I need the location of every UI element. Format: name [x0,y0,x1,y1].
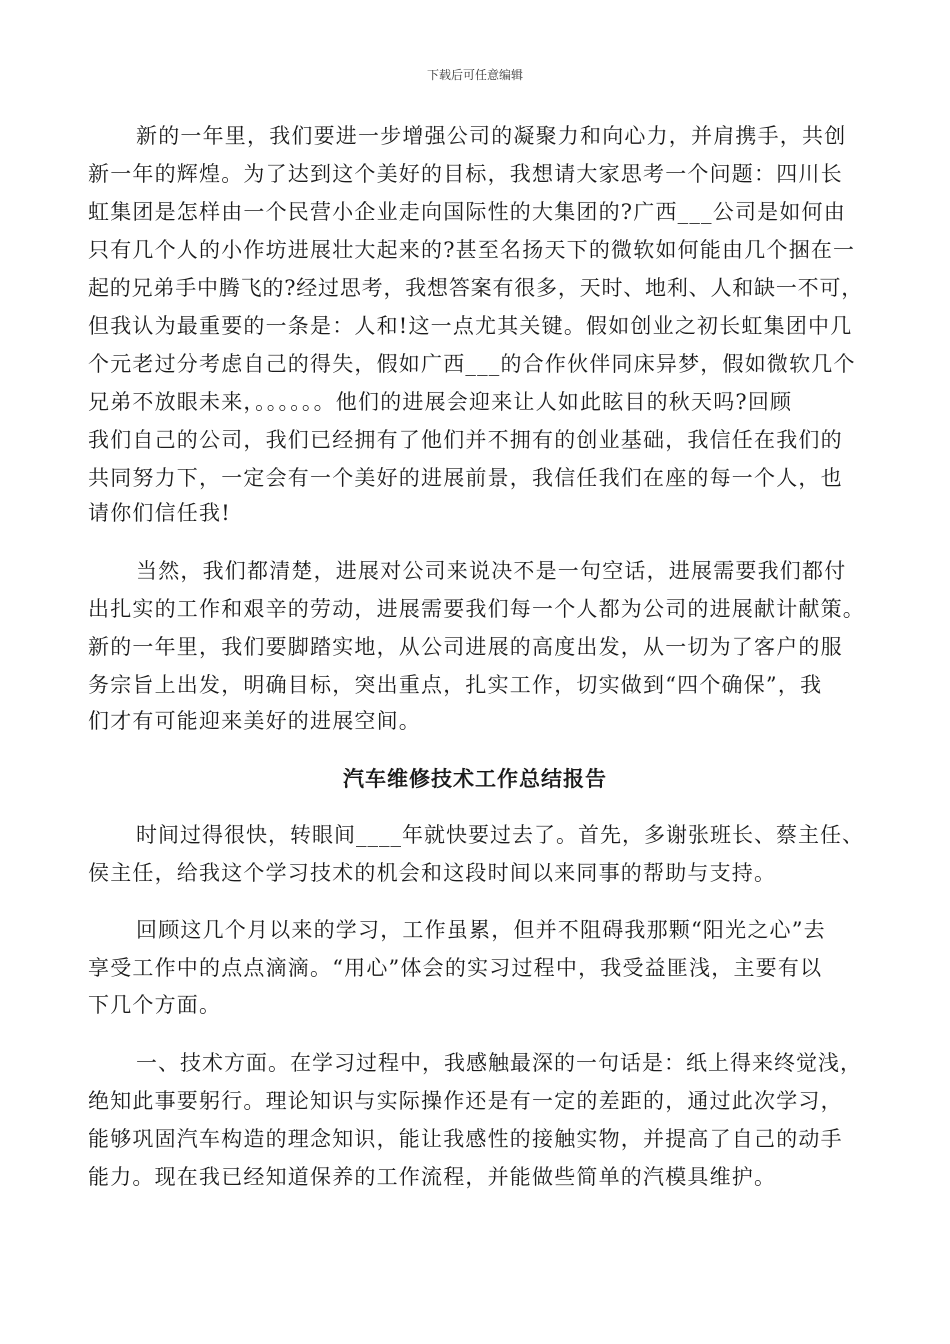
text-line: 我们自己的公司，我们已经拥有了他们并不拥有的创业基础，我信任在我们的 [88,428,843,452]
text-line: 个元老过分考虑自己的得失，假如广西___的合作伙伴同床异梦，假如微软几个 [88,352,856,376]
text-line: 一、技术方面。在学习过程中，我感触最深的一句话是：纸上得来终觉浅， [136,1051,862,1075]
text-line: 能够巩固汽车构造的理念知识，能让我感性的接触实物，并提高了自己的动手 [88,1127,843,1151]
text-line: 新的一年里，我们要进一步增强公司的凝聚力和向心力，并肩携手，共创 [136,124,847,148]
text-line: 时间过得很快，转眼间____年就快要过去了。首先，多谢张班长、蔡主任、 [136,823,864,847]
text-line: 能力。现在我已经知道保养的工作流程，并能做些简单的汽模具维护。 [88,1165,777,1189]
text-line: 绝知此事要躬行。理论知识与实际操作还是有一定的差距的，通过此次学习， [88,1089,843,1113]
page-header: 下载后可任意编辑 [426,68,523,82]
text-line: 当然，我们都清楚，进展对公司来说决不是一句空话，进展需要我们都付 [136,559,847,583]
text-line: 请你们信任我! [88,501,231,525]
text-line: 但我认为最重要的一条是：人和!这一点尤其关键。假如创业之初长虹集团中几 [88,314,853,338]
text-line: 务宗旨上出发，明确目标，突出重点，扎实工作，切实做到“四个确保”，我 [88,673,823,697]
text-line: 们才有可能迎来美好的进展空间。 [88,709,421,733]
section-title: 汽车维修技术工作总结报告 [343,766,607,791]
text-line: 共同努力下，一定会有一个美好的进展前景，我信任我们在座的每一个人，也 [88,466,843,490]
text-line: 享受工作中的点点滴滴。“用心”体会的实习过程中，我受益匪浅，主要有以 [88,956,823,980]
text-line: 兄弟不放眼未来，。。。。。。他们的进展会迎来让人如此眩目的秋天吗?回顾 [88,390,793,414]
text-line: 回顾这几个月以来的学习，工作虽累，但并不阻碍我那颗“阳光之心”去 [136,918,826,942]
text-line: 起的兄弟手中腾飞的?经过思考，我想答案有很多，天时、地利、人和缺一不可， [88,276,864,300]
text-line: 虹集团是怎样由一个民营小企业走向国际性的大集团的?广西___公司是如何由 [88,200,846,224]
text-line: 出扎实的工作和艰辛的劳动，进展需要我们每一个人都为公司的进展献计献策。 [88,597,865,621]
text-line: 新一年的辉煌。为了达到这个美好的目标，我想请大家思考一个问题：四川长 [88,162,843,186]
text-line: 下几个方面。 [88,993,222,1017]
text-line: 只有几个人的小作坊进展壮大起来的?甚至名扬天下的微软如何能由几个捆在一 [88,238,856,262]
text-line: 新的一年里，我们要脚踏实地，从公司进展的高度出发，从一切为了客户的服 [88,635,843,659]
text-line: 侯主任，给我这个学习技术的机会和这段时间以来同事的帮助与支持。 [88,861,777,885]
